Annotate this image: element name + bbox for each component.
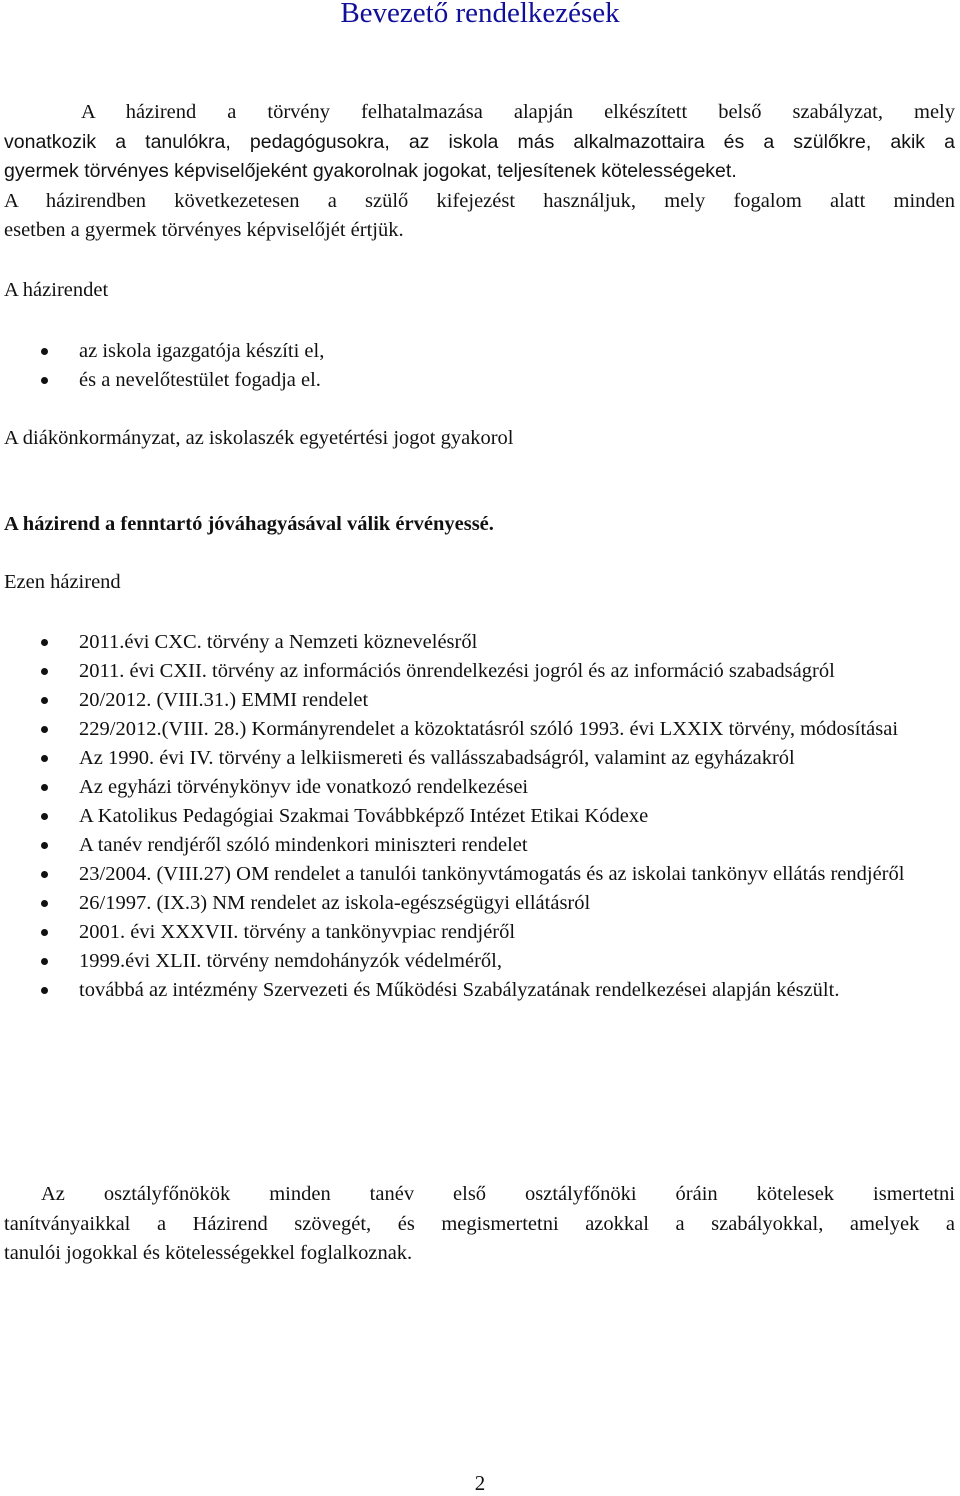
bold-statement: A házirend a fenntartó jóváhagyásával válik érvényessé.: [4, 513, 494, 535]
bullet-icon: [41, 639, 48, 646]
bullet-icon: [41, 348, 48, 355]
bullet-icon: [41, 697, 48, 704]
bullet-icon: [41, 726, 48, 733]
list-item: 1999.évi XLII. törvény nemdohányzók védelméről,: [0, 947, 955, 976]
bullet-icon: [41, 987, 48, 994]
intro-paragraph: [4, 98, 955, 246]
bullet-icon: [41, 668, 48, 675]
hazirend-list: [0, 337, 960, 395]
bullet-icon: [41, 871, 48, 878]
bullet-icon: [41, 842, 48, 849]
intro-line: esetben a gyermek törvényes képviselőjét értjük.: [4, 219, 404, 241]
intro-line: A házirendben következetesen a szülő kifejezést használjuk, mely fogalom alatt minden: [4, 189, 955, 212]
list-item: 2011. évi CXII. törvény az információs önrendelkezési jogról és az információ szabadságról: [0, 657, 955, 686]
list-item: Az 1990. évi IV. törvény a lelkiismereti és vallásszabadságról, valamint az egyházakról: [0, 744, 955, 773]
outro-line: tanulói jogokkal és kötelességekkel foglalkoznak.: [4, 1242, 413, 1264]
list-item: A Katolikus Pedagógiai Szakmai Továbbképző Intézet Etikai Kódexe: [0, 802, 955, 831]
bullet-icon: [41, 958, 48, 965]
list-item: és a nevelőtestület fogadja el.: [0, 366, 955, 395]
intro-line: A házirend a törvény felhatalmazása alapján elkészített belső szabályzat, mely: [81, 101, 955, 123]
list-item: az iskola igazgatója készíti el,: [0, 337, 955, 366]
list-item: Az egyházi törvénykönyv ide vonatkozó rendelkezései: [0, 773, 955, 802]
laws-list: [0, 628, 960, 1005]
page-title: Bevezető rendelkezések: [340, 0, 620, 29]
bullet-icon: [41, 377, 48, 384]
bullet-icon: [41, 900, 48, 907]
list-item: A tanév rendjéről szóló mindenkori miniszteri rendelet: [0, 831, 955, 860]
list-item: 23/2004. (VIII.27) OM rendelet a tanulói tankönyvtámogatás és az iskolai tankönyv ellátás rendjéről: [0, 860, 955, 889]
page-number: 2: [474, 1471, 486, 1495]
bullet-icon: [41, 813, 48, 820]
outro-line: Az osztályfőnökök minden tanév első osztályfőnöki óráin kötelesek ismertetni: [41, 1183, 955, 1205]
hazirend-label: A házirendet: [4, 279, 109, 301]
bullet-icon: [41, 929, 48, 936]
diakonkormanyzat-line: A diákönkormányzat, az iskolaszék egyetértési jogot gyakorol: [4, 427, 514, 449]
list-item: továbbá az intézmény Szervezeti és Működési Szabályzatának rendelkezései alapján készült.: [0, 976, 955, 1005]
bullet-icon: [41, 755, 48, 762]
outro-line: tanítványaikkal a Házirend szövegét, és megismertetni azokkal a szabályokkal, amelyek a: [4, 1212, 955, 1235]
intro-line: vonatkozik a tanulókra, pedagógusokra, az iskola más alkalmazottaira és a szülőkre, akik a: [4, 130, 955, 153]
closing-paragraph: [4, 1180, 955, 1269]
ezen-hazirend-label: Ezen házirend: [4, 571, 121, 593]
intro-line: gyermek törvényes képviselőjeként gyakorolnak jogokat, teljesítenek kötelességeket.: [4, 160, 737, 182]
list-item: 2001. évi XXXVII. törvény a tankönyvpiac rendjéről: [0, 918, 955, 947]
list-item: 2011.évi CXC. törvény a Nemzeti köznevelésről: [0, 628, 955, 657]
bullet-icon: [41, 784, 48, 791]
list-item: 26/1997. (IX.3) NM rendelet az iskola-egészségügyi ellátásról: [0, 889, 955, 918]
list-item: 20/2012. (VIII.31.) EMMI rendelet: [0, 686, 955, 715]
list-item: 229/2012.(VIII. 28.) Kormányrendelet a közoktatásról szóló 1993. évi LXXIX törvény, módosításai: [0, 715, 955, 744]
